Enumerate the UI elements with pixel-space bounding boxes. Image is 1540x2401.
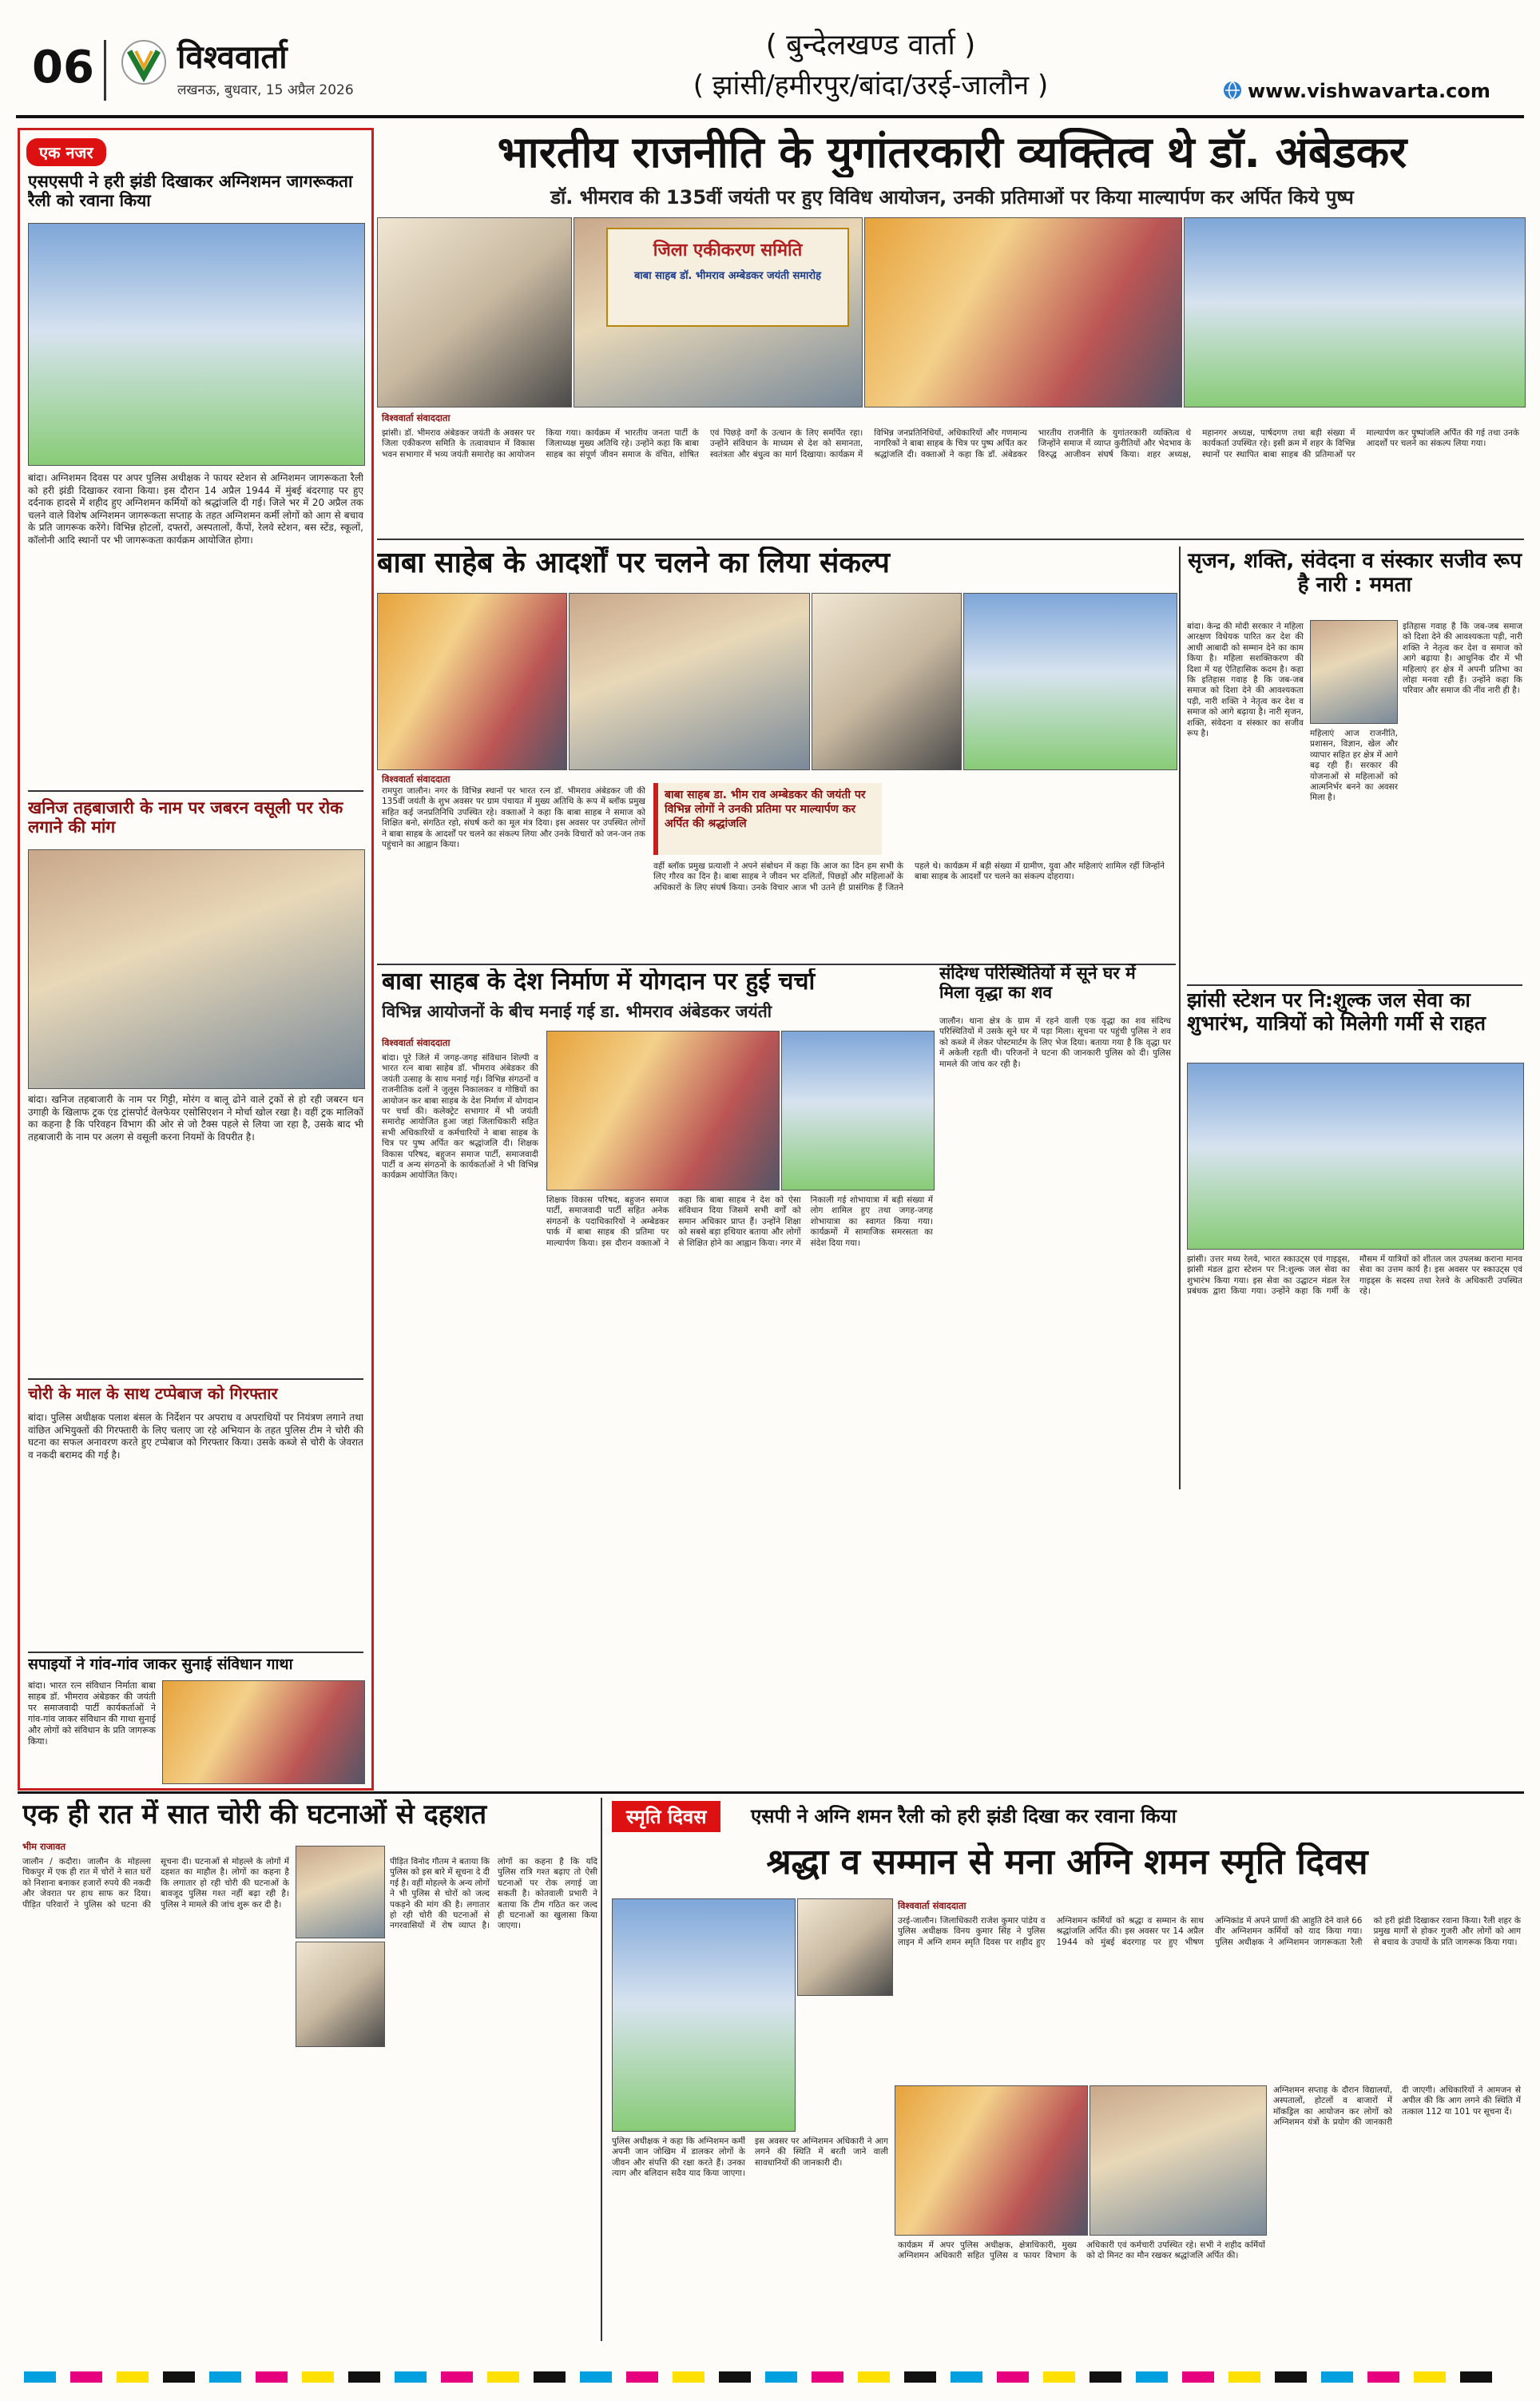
color-swatch (719, 2371, 751, 2383)
smriti-headline: श्रद्धा व सम्मान से मना अग्नि शमन स्मृति दिवस (766, 1842, 1368, 1882)
color-swatch (24, 2371, 56, 2383)
nari-body-lower: महिलाएं आज राजनीति, प्रशासन, विज्ञान, खेल और व्यापार सहित हर क्षेत्र में आगे बढ़ रही हैं। सरकार की योजनाओं से महिलाओं को आत्मनिर्भर बनने का अवसर मिला है। (1310, 729, 1398, 803)
lead-banner-title: जिला एकीकरण समिति (653, 240, 803, 260)
color-swatch (626, 2371, 658, 2383)
nirman-body-cont: शिक्षक विकास परिषद, बहुजन समाज पार्टी, समाजवादी पार्टी सहित अनेक संगठनों के पदाधिकारियों ने अम्बेडकर पार्क में बाबा साहब की प्रतिमा पर माल्यार्पण किया। इस दौरान वक्ताओं ने कहा कि बाबा साहब ने देश को ऐसा संविधान दिया जिसमें सभी वर्गों को समान अधिकार प्राप्त हैं। उन्होंने शिक्षा को सबसे बड़ा हथियार बताया और लोगों से शिक्षित होने का आह्वान किया। नगर में निकाली गई शोभायात्रा में बड़ी संख्या में लोग शामिल हुए तथा जगह-जगह शोभायात्रा का स्वागत किया गया। कार्यक्रमों में सामाजिक समरसता का संदेश दिया गया। (546, 1195, 933, 1248)
lead-byline: विश्ववार्ता संवाददाता (382, 412, 450, 423)
smriti-kicker: एसपी ने अग्नि शमन रैली को हरी झंडी दिखा कर रवाना किया (751, 1805, 1177, 1827)
color-swatch (580, 2371, 612, 2383)
lead-photo-meeting (377, 217, 572, 407)
color-swatch (163, 2371, 195, 2383)
story4-body: बांदा। भारत रत्न संविधान निर्माता बाबा साहब डॉ. भीमराव अंबेडकर की जयंती पर समाजवादी पार्टी कार्यकर्ताओं ने गांव-गांव जाकर संविधान की गाथा सुनाई और लोगों को संविधान के प्रति जागरूक किया। (28, 1680, 156, 1747)
lead-photo-stage (574, 217, 863, 407)
color-swatch (348, 2371, 380, 2383)
story1-photo (28, 223, 365, 466)
story2-photo (28, 849, 365, 1089)
nirman-subheadline: विभिन्न आयोजनों के बीच मनाई गई डा. भीमराव अंबेडकर जयंती (382, 1002, 772, 1021)
masthead (0, 0, 1540, 120)
page-number: 06 (32, 42, 94, 93)
color-swatch (487, 2371, 519, 2383)
smriti-body-right: अग्निशमन सप्ताह के दौरान विद्यालयों, अस्पतालों, होटलों व बाजारों में मॉकड्रिल का आयोजन कर लोगों को अग्निशमन यंत्रों के प्रयोग की जानकारी दी जाएगी। अधिकारियों ने आमजन से अपील की कि आग लगने की स्थिति में तत्काल 112 या 101 पर सूचना दें। (1273, 2085, 1521, 2128)
section-label: एक नजर (26, 138, 106, 166)
nirman-byline: विश्ववार्ता संवाददाता (382, 1037, 450, 1048)
smriti-body: उरई-जालौन। जिलाधिकारी राजेश कुमार पांडेय व पुलिस अधीक्षक विनय कुमार सिंह ने पुलिस लाइन में अग्नि शमन स्मृति दिवस पर शहीद हुए अग्निशमन कर्मियों को श्रद्धा व सम्मान के साथ श्रद्धांजलि अर्पित की। इस अवसर पर 14 अप्रैल 1944 को मुंबई बंदरगाह पर हुए भीषण अग्निकांड में अपने प्राणों की आहुति देने वाले 66 वीर अग्निशमन कर्मियों को याद किया गया। पुलिस अधीक्षक ने अग्निशमन जागरूकता रैली को हरी झंडी दिखाकर रवाना किया। रैली शहर के प्रमुख मार्गों से होकर गुजरी और लोगों को आग से बचाव के उपायों के प्रति जागरूक किया गया। (898, 1916, 1521, 1947)
color-swatch (117, 2371, 149, 2383)
divider (1179, 547, 1181, 1489)
story1-body: बांदा। अग्निशमन दिवस पर अपर पुलिस अधीक्षक ने फायर स्टेशन से अग्निशमन जागरूकता रैली को हरी झंडी दिखाकर रवाना किया। इस दौरान 14 अप्रैल 1944 में मुंबई बंदरगाह पर हुए दर्दनाक हादसे में शहीद हुए अग्निशमन कर्मियों को श्रद्धांजलि दी गई। जिले भर में 20 अप्रैल तक चलने वाले विशेष अग्निशमन जागरूकता सप्ताह के तहत अग्निशमन कर्मी लोगों को आग से बचाव के प्रति जागरूक करेंगे। विभिन्न होटलों, दफ्तरों, अस्पतालों, कैंपों, रेलवे स्टेशन, बस स्टेंड, स्कूलों, कॉलोनी आदि स्थानों पर भी जागरूकता कार्यक्रम आयोजित होगा। (28, 472, 363, 546)
lead-subheadline: डॉ. भीमराव की 135वीं जयंती पर हुए विविध आयोजन, उनकी प्रतिमाओं पर किया माल्यार्पण कर अर्पित किये पुष्प (550, 187, 1354, 209)
color-swatch (209, 2371, 241, 2383)
nari-portrait (1310, 620, 1398, 724)
chori-body: जालौन / कदौरा। जालौन के मोहल्ला चिकपुर में एक ही रात में चोरों ने सात घरों को निशाना बनाकर हजारों रुपये की नकदी और जेवरात पर हाथ साफ कर दिया। पीड़ित परिवारों ने पुलिस को घटना की सूचना दी। घटनाओं से मोहल्ले के लोगों में दहशत का माहौल है। लोगों का कहना है कि लगातार हो रही चोरी की घटनाओं के बावजूद पुलिस गश्त नहीं बढ़ा रही है। पुलिस ने मामले की जांच शुरू कर दी है। (22, 1857, 289, 1910)
color-swatch (1321, 2371, 1353, 2383)
color-swatch (858, 2371, 890, 2383)
story4-photo (162, 1680, 365, 1784)
dateline: लखनऊ, बुधवार, 15 अप्रैल 2026 (177, 82, 354, 98)
color-swatch (1182, 2371, 1214, 2383)
smriti-photo-flag (1090, 2085, 1267, 2236)
story2-body: बांदा। खनिज तहबाजारी के नाम पर गिट्टी, मोरंग व बालू ढोने वाले ट्रकों से हो रही जबरन धन उगाही के खिलाफ ट्रक एंड ट्रांसपोर्ट वेलफेयर एसोसिएशन ने मोर्चा खोल रखा है। वहीं ट्रक मालिकों का कहना है कि परिवहन विभाग की ओर से जो टैक्स पहले से लिया जा रहा है, उसके बाद भी तहबाजारी के नाम पर अलग से वसूली करना नियमों के विपरीत है। (28, 1094, 363, 1143)
color-swatch (395, 2371, 427, 2383)
divider (28, 790, 363, 792)
divider (601, 1798, 602, 2341)
nirman-headline: बाबा साहब के देश निर्माण में योगदान पर हुई चर्चा (382, 968, 816, 996)
sankalp-headline: बाबा साहेब के आदर्शों पर चलने का लिया संकल्प (377, 547, 890, 579)
lead-photo-garland (864, 217, 1182, 407)
globe-icon (1222, 80, 1243, 101)
color-swatch (1136, 2371, 1168, 2383)
nari-body-cont: इतिहास गवाह है कि जब-जब समाज को दिशा देने की आवश्यकता पड़ी, नारी शक्ति ने नेतृत्व कर देश व समाज को आगे बढ़ाया है। आधुनिक दौर में भी महिलाएं हर क्षेत्र में अपनी प्रतिभा का लोहा मनवा रही हैं। उन्होंने कहा कि परिवार और समाज की नींव नारी ही है। (1403, 622, 1522, 696)
smriti-photo-truck (895, 2085, 1088, 2236)
sankalp-byline: विश्ववार्ता संवाददाता (382, 773, 450, 785)
sankalp-body-cont: वहीं ब्लॉक प्रमुख प्रत्याशी ने अपने संबोधन में कहा कि आज का दिन हम सभी के लिए गौरव का दिन है। बाबा साहब ने जीवन भर दलितों, पिछड़ों और महिलाओं के अधिकारों के लिए संघर्ष किया। उनके विचार आज भी उतने ही प्रासंगिक हैं जितने पहले थे। कार्यक्रम में बड़ी संख्या में ग्रामीण, युवा और महिलाएं शामिल रहीं जिन्होंने बाबा साहब के आदर्शों पर चलने का संकल्प दोहराया। (653, 861, 1165, 892)
nirman-photo-crowd (781, 1031, 935, 1191)
color-swatch (441, 2371, 473, 2383)
color-swatch (534, 2371, 566, 2383)
website-link[interactable]: www.vishwavarta.com (1248, 80, 1490, 102)
divider (1187, 984, 1522, 986)
nari-headline: सृजन, शक्ति, संवेदना व संस्कार सजीव रूप है नारी : ममता (1187, 550, 1522, 597)
edition-districts: ( झांसी/हमीरपुर/बांदा/उरई-जालौन ) (693, 70, 1049, 101)
divider (377, 539, 1524, 540)
shav-body: जालौन। थाना क्षेत्र के ग्राम में रहने वाली एक वृद्धा का शव संदिग्ध परिस्थितियों में उसके सूने घर में पड़ा मिला। सूचना पर पहुंची पुलिस ने शव को कब्जे में लेकर पोस्टमार्टम के लिए भेज दिया। बताया गया है कि वृद्धा घर में अकेली रहती थी। परिजनों ने घटना की जानकारी पुलिस को दी। पुलिस मामले की जांच कर रही है। (939, 1016, 1171, 1069)
divider (18, 1791, 1524, 1794)
color-swatch (1228, 2371, 1260, 2383)
smriti-tag: स्मृति दिवस (612, 1801, 720, 1832)
sankalp-photo-1 (377, 593, 567, 770)
color-swatch (951, 2371, 982, 2383)
sankalp-caption-box (653, 783, 882, 855)
color-registration-marks (0, 2365, 1540, 2389)
color-swatch (256, 2371, 288, 2383)
sankalp-photo-4 (963, 593, 1177, 770)
smriti-photo-officers (797, 1898, 893, 1996)
lead-body: झांसी। डॉ. भीमराव अंबेडकर जयंती के अवसर पर जिला एकीकरण समिति के तत्वावधान में विकास भवन सभागार में भव्य जयंती समारोह का आयोजन किया गया। कार्यक्रम में भारतीय जनता पार्टी के जिलाध्यक्ष मुख्य अतिथि रहे। उन्होंने कहा कि बाबा साहब का संपूर्ण जीवन समाज के वंचित, शोषित एवं पिछड़े वर्गों के उत्थान के लिए समर्पित रहा। उन्होंने संविधान के माध्यम से देश को समानता, स्वतंत्रता और बंधुत्व का मार्ग दिखाया। कार्यक्रम में विभिन्न जनप्रतिनिधियों, अधिकारियों और गणमान्य नागरिकों ने बाबा साहब के चित्र पर पुष्प अर्पित कर श्रद्धांजलि दी। वक्ताओं ने कहा कि डॉ. अंबेडकर भारतीय राजनीति के युगांतरकारी व्यक्तित्व थे जिन्होंने समाज में व्याप्त कुरीतियों और भेदभाव के विरुद्ध आजीवन संघर्ष किया। शहर अध्यक्ष, महानगर अध्यक्ष, पार्षदगण तथा बड़ी संख्या में कार्यकर्ता उपस्थित रहे। इसी क्रम में शहर के विभिन्न स्थानों पर स्थापित बाबा साहब की प्रतिमाओं पर माल्यार्पण कर पुष्पांजलि अर्पित की गई तथा उनके आदर्शों पर चलने का संकल्प लिया गया। (382, 428, 1519, 459)
lead-headline: भारतीय राजनीति के युगांतरकारी व्यक्तित्व थे डॉ. अंबेडकर (497, 128, 1407, 177)
color-swatch (1090, 2371, 1121, 2383)
divider (28, 1378, 363, 1380)
nirman-photo-rally (546, 1031, 780, 1191)
color-swatch (765, 2371, 797, 2383)
lead-banner (606, 228, 849, 327)
jal-photo (1187, 1063, 1524, 1250)
story3-headline: चोरी के माल के साथ टप्पेबाज को गिरफ्तार (28, 1385, 278, 1403)
footer-color-bar (0, 2365, 1540, 2389)
story1-headline: एसएसपी ने हरी झंडी दिखाकर अग्निशमन जागरूकता रैली को रवाना किया (28, 172, 353, 211)
smriti-body-bottom: कार्यक्रम में अपर पुलिस अधीक्षक, क्षेत्राधिकारी, मुख्य अग्निशमन अधिकारी सहित पुलिस व फायर विभाग के अधिकारी एवं कर्मचारी उपस्थित रहे। सभी ने शहीद कर्मियों को दो मिनट का मौन रखकर श्रद्धांजलि अर्पित की। (898, 2240, 1265, 2261)
lead-banner-subtitle: बाबा साहब डॉ. भीमराव अम्बेडकर जयंती समारोह (634, 270, 821, 282)
color-swatch (1460, 2371, 1492, 2383)
jal-headline: झांसी स्टेशन पर नि:शुल्क जल सेवा का शुभारंभ, यात्रियों को मिलेगी गर्मी से राहत (1187, 989, 1486, 1035)
sankalp-photo-2 (569, 593, 810, 770)
smriti-body-left: पुलिस अधीक्षक ने कहा कि अग्निशमन कर्मी अपनी जान जोखिम में डालकर लोगों के जीवन और संपत्ति की रक्षा करते हैं। उनका त्याग और बलिदान सदैव याद किया जाएगा। इस अवसर पर अग्निशमन अधिकारी ने आग लगने की स्थिति में बरती जाने वाली सावधानियों की जानकारी दी। (612, 2137, 888, 2179)
sankalp-body: रामपुरा जालौन। नगर के विभिन्न स्थानों पर भारत रत्न डॉ. भीमराव अंबेडकर जी की 135वीं जयंती के शुभ अवसर पर ग्राम पंचायत में मुख्य अतिथि के रूप में ब्लॉक प्रमुख सहित कई जनप्रतिनिधि उपस्थित रहे। वक्ताओं ने कहा कि बाबा साहब ने समाज को शिक्षित बनो, संगठित रहो, संघर्ष करो का मूल मंत्र दिया। इस अवसर पर उपस्थित लोगों ने बाबा साहब के आदर्शों पर चलने का संकल्प लिया और उनके विचारों को जन-जन तक पहुंचाने का आह्वान किया। (382, 786, 645, 850)
color-swatch (302, 2371, 334, 2383)
paper-logo-icon (120, 38, 168, 86)
chori-photo-2 (296, 1942, 385, 2047)
color-swatch (904, 2371, 936, 2383)
color-swatch (997, 2371, 1029, 2383)
color-swatch (1414, 2371, 1446, 2383)
shav-headline: संदिग्ध परिस्थितियों में सूने घर में मिला वृद्धा का शव (939, 964, 1136, 1003)
edition-title: ( बुन्देलखण्ड वार्ता ) (765, 29, 976, 62)
masthead-divider (104, 40, 106, 101)
lead-photo-group (1184, 217, 1526, 407)
story3-body: बांदा। पुलिस अधीक्षक पलाश बंसल के निर्देशन पर अपराध व अपराधियों पर नियंत्रण लगाने तथा वांछित अभियुक्तों की गिरफ्तारी के लिए चलाए जा रहे अभियान के तहत पुलिस टीम ने चोरी की घटना का सफल अनावरण करते हुए टप्पेबाज को गिरफ्तार किया। उसके कब्जे से चोरी के जेवरात व नकदी बरामद की गई है। (28, 1412, 363, 1461)
story2-headline: खनिज तहबाजारी के नाम पर जबरन वसूली पर रोक लगाने की मांग (28, 798, 343, 837)
color-swatch (70, 2371, 102, 2383)
nirman-body: बांदा। पूरे जिले में जगह-जगह संविधान शिल्पी व भारत रत्न बाबा साहेब डॉ. भीमराव अंबेडकर की जयंती उत्साह के साथ मनाई गई। विभिन्न संगठनों व राजनीतिक दलों ने जुलूस निकालकर व गोष्ठियों का आयोजन कर बाबा साहब के देश निर्माण में योगदान पर चर्चा की। कलेक्ट्रेट सभागार में भी जयंती समारोह आयोजित हुआ जहां जिलाधिकारी सहित सभी अधिकारियों व कर्मचारियों ने बाबा साहब के चित्र पर पुष्प अर्पित कर श्रद्धांजलि दी। शिक्षक विकास परिषद, बहुजन समाज पार्टी, समाजवादी पार्टी व अन्य संगठनों के कार्यकर्ताओं ने भी विभिन्न कार्यक्रम आयोजित किए। (382, 1053, 538, 1181)
nari-body: बांदा। केन्द्र की मोदी सरकार ने महिला आरक्षण विधेयक पारित कर देश की आधी आबादी को सम्मान देने का काम किया है। महिला सशक्तिकरण की दिशा में यह ऐतिहासिक कदम है। कहा कि इतिहास गवाह है कि जब-जब समाज को दिशा देने की आवश्यकता पड़ी, नारी शक्ति ने नेतृत्व कर देश व समाज को आगे बढ़ाया है। नारी सृजन, शक्ति, संवेदना व संस्कार का सजीव रूप है। (1187, 622, 1304, 739)
divider (28, 1652, 363, 1653)
color-swatch (673, 2371, 705, 2383)
left-column (18, 128, 374, 1791)
color-swatch (1367, 2371, 1399, 2383)
masthead-rule (16, 115, 1524, 118)
chori-byline: भीम राजावत (22, 1841, 66, 1852)
smriti-byline: विश्ववार्ता संवाददाता (898, 1900, 966, 1911)
sankalp-photo-3 (812, 593, 962, 770)
story4-headline: सपाइयों ने गांव-गांव जाकर सुनाई संविधान गाथा (28, 1656, 293, 1673)
jal-body: झांसी। उत्तर मध्य रेलवे, भारत स्काउट्स एवं गाइड्स, झांसी मंडल द्वारा स्टेशन पर नि:शुल्क जल सेवा का शुभारंभ किया गया। इस सेवा का उद्घाटन मंडल रेल प्रबंधक द्वारा किया गया। उन्होंने कहा कि गर्मी के मौसम में यात्रियों को शीतल जल उपलब्ध कराना मानव सेवा का उत्तम कार्य है। इस अवसर पर स्काउट्स एवं गाइड्स के सदस्य तथा रेलवे के अधिकारी उपस्थित रहे। (1187, 1254, 1522, 1297)
chori-headline: एक ही रात में सात चोरी की घटनाओं से दहशत (22, 1799, 487, 1831)
chori-body-cont: पीड़ित विनोद गौतम ने बताया कि पुलिस को इस बारे में सूचना दे दी गई है। वहीं मोहल्ले के अन्य लोगों ने भी पुलिस से चोरों को जल्द पकड़ने की मांग की है। लगातार हो रही चोरी की घटनाओं से नगरवासियों में रोष व्याप्त है। लोगों का कहना है कि यदि पुलिस रात्रि गश्त बढ़ाए तो ऐसी घटनाओं पर रोक लगाई जा सकती है। कोतवाली प्रभारी ने बताया कि टीम गठित कर जल्द ही घटनाओं का खुलासा किया जाएगा। (390, 1857, 597, 1931)
chori-photo-1 (296, 1846, 385, 1938)
sankalp-caption: बाबा साहब डा. भीम राव अम्बेडकर की जयंती पर विभिन्न लोगों ने उनकी प्रतिमा पर माल्यार्पण कर अर्पित की श्रद्धांजलि (665, 789, 866, 830)
color-swatch (812, 2371, 843, 2383)
paper-name: विश्ववार्ता (177, 39, 288, 76)
color-swatch (1275, 2371, 1307, 2383)
smriti-photo-rally (612, 1898, 796, 2132)
color-swatch (1043, 2371, 1075, 2383)
